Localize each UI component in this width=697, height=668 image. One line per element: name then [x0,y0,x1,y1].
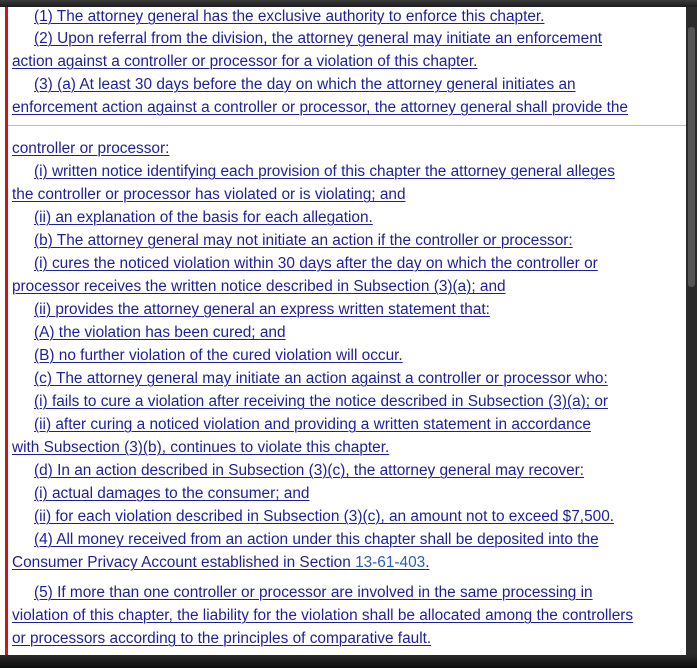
section-link[interactable]: 13-61-403 [355,554,426,571]
text-line: (3) (a) At least 30 days before the day on which the attorney general initiates an [34,76,576,93]
window-top-bar [0,0,697,7]
text-line: (ii) after curing a noticed violation and providing a written statement in accordance [34,416,591,433]
text-line-with-link [12,553,430,573]
text-line: (i) actual damages to the consumer; and [34,485,310,502]
text-line: (i) fails to cure a violation after receiving the notice described in Subsection (3)(a); or [34,393,609,410]
text-line: (4) All money received from an action under this chapter shall be deposited into the [34,531,599,548]
text-line: (i) cures the noticed violation within 30 days after the day on which the controller or [34,255,598,272]
text-line: (ii) provides the attorney general an express written statement that: [34,301,490,318]
text-line: action against a controller or processor for a violation of this chapter. [12,53,478,70]
text-line: with Subsection (3)(b), continues to violate this chapter. [12,439,390,456]
vertical-scrollbar[interactable] [686,7,697,655]
text-line: (c) The attorney general may initiate an action against a controller or processor who: [34,370,608,387]
text-line: (5) If more than one controller or processor are involved in the same processing in [34,584,593,601]
window-bottom-bar [0,655,697,668]
text-line: (1) The attorney general has the exclusive authority to enforce this chapter. [34,8,545,25]
page-break-divider [8,125,686,126]
text-line: (A) the violation has been cured; and [34,324,286,341]
document-page [0,7,686,655]
text-line: (B) no further violation of the cured violation will occur. [34,347,403,364]
text-segment: Consumer Privacy Account established in Section [12,554,351,571]
text-line: processor receives the written notice described in Subsection (3)(a); and [12,278,506,295]
text-line: the controller or processor has violated or is violating; and [12,186,406,203]
scrollbar-thumb[interactable] [688,27,695,287]
text-segment: . [425,554,430,571]
text-line: (b) The attorney general may not initiate an action if the controller or processor: [34,232,573,249]
text-line: controller or processor: [12,140,170,157]
text-line: enforcement action against a controller or processor, the attorney general shall provide the [12,99,628,116]
text-line: (ii) an explanation of the basis for each allegation. [34,209,373,226]
text-line: violation of this chapter, the liability for the violation shall be allocated among the controllers [12,607,634,624]
text-line: (ii) for each violation described in Subsection (3)(c), an amount not to exceed $7,500. [34,508,615,525]
text-line: (2) Upon referral from the division, the attorney general may initiate an enforcement [34,30,603,47]
text-line: or processors according to the principles of comparative fault. [12,630,432,647]
text-line: (d) In an action described in Subsection (3)(c), the attorney general may recover: [34,462,585,479]
revision-change-bar [5,7,8,655]
text-line: (i) written notice identifying each provision of this chapter the attorney general alleges [34,163,615,180]
